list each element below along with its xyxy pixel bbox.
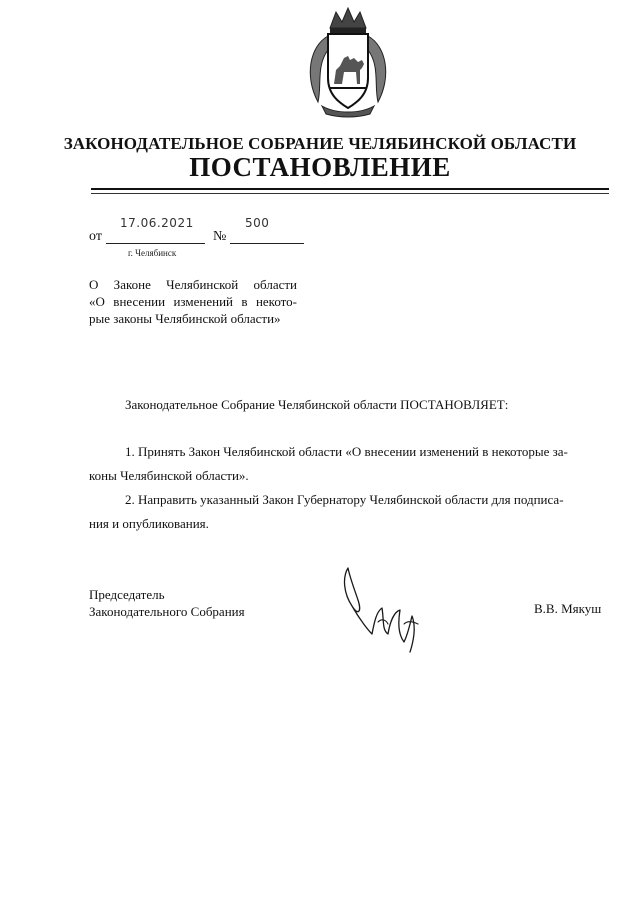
document-type-title: ПОСТАНОВЛЕНИЕ <box>189 152 451 182</box>
subject-line: «О внесении изменений в некото- <box>89 294 297 309</box>
date-value: 17.06.2021 <box>120 216 194 230</box>
number-value: 500 <box>245 216 270 230</box>
signatory-title <box>89 586 245 620</box>
item-1-line-1: 1. Принять Закон Челябинской области «О внесении изменений в некоторые за- <box>125 444 568 459</box>
item-2-line-1: 2. Направить указанный Закон Губернатору Челябинской области для подписа- <box>125 492 564 507</box>
subject-line: О Законе Челябинской области <box>89 277 297 292</box>
date-label: от <box>89 229 102 244</box>
handwritten-signature-icon <box>338 564 438 656</box>
signatory-title-line: Законодательного Собрания <box>89 604 245 619</box>
coat-of-arms-icon <box>300 6 396 118</box>
number-underline <box>230 243 304 244</box>
organization-title: ЗАКОНОДАТЕЛЬНОЕ СОБРАНИЕ ЧЕЛЯБИНСКОЙ ОБЛАСТИ <box>63 134 577 153</box>
document-subject <box>89 276 297 327</box>
signatory-name: В.В. Мякуш <box>534 601 602 616</box>
item-1-line-2: коны Челябинской области». <box>89 468 249 483</box>
signatory-title-line: Председатель <box>89 587 165 602</box>
subject-line: рые законы Челябинской области» <box>89 311 281 326</box>
preamble: Законодательное Собрание Челябинской области ПОСТАНОВЛЯЕТ: <box>125 397 509 412</box>
item-2-line-2: ния и опубликования. <box>89 516 209 531</box>
city-label: г. Челябинск <box>128 248 177 258</box>
header-divider <box>91 188 609 190</box>
date-underline <box>106 243 205 244</box>
number-label: № <box>213 229 227 244</box>
header-divider-thin <box>91 193 609 194</box>
